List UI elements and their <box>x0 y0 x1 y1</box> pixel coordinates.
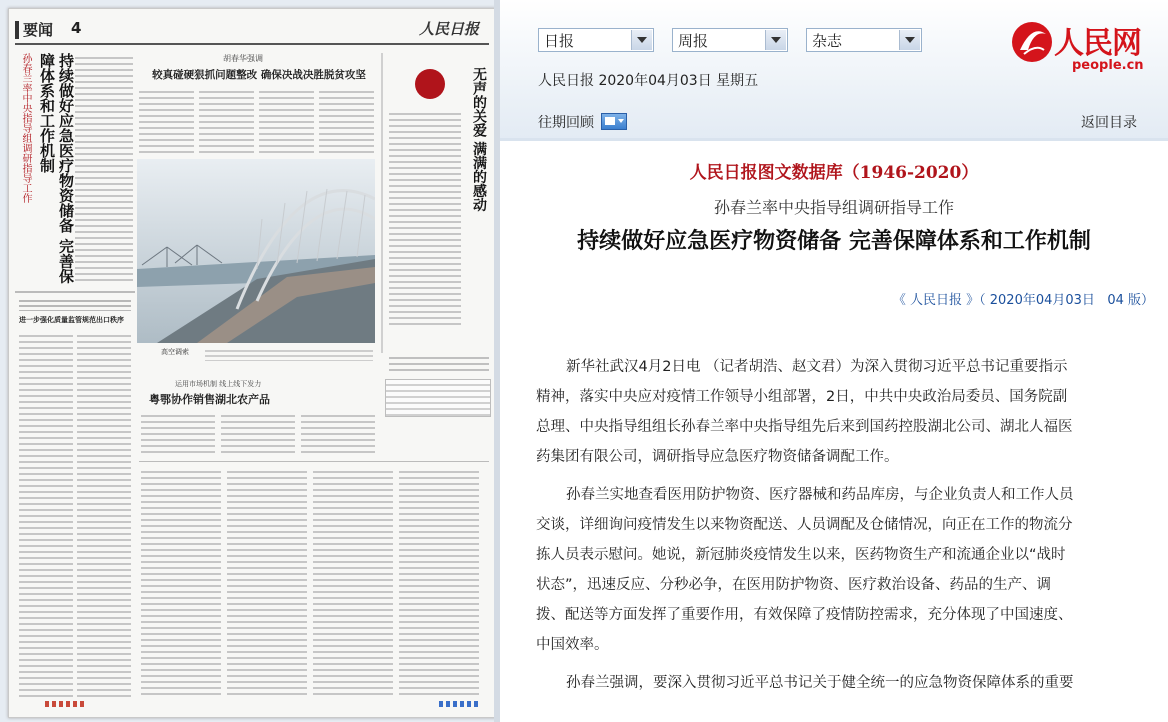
text-line: 精神，落实中央应对疫情工作领导小组部署，2日，中共中央政治局委员、国务院副 <box>536 389 1068 405</box>
text-line: 总理、中央指导组组长孙春兰率中央指导组先后来到国药控股湖北公司、湖北人福医 <box>536 419 1073 435</box>
newspaper-panel <box>0 0 500 722</box>
column-text <box>75 53 133 285</box>
text-line: 拨、配送等方面发挥了重要作用，有效保障了疫情防控需求，充分体现了中国速度、 <box>536 607 1073 623</box>
text-line: 孙春兰实地查看医用防护物资、医疗器械和药品库房，与企业负责人和工作人员 <box>566 487 1074 503</box>
left-sub-headline: 进一步强化质量监管规范出口秩序 <box>19 316 124 324</box>
logo-emblem-icon <box>1010 20 1054 64</box>
article-title: 持续做好应急医疗物资储备 完善保障体系和工作机制 <box>577 229 1091 254</box>
paragraph <box>536 668 1156 698</box>
select-magazine[interactable] <box>806 28 922 52</box>
article-panel <box>500 0 1168 722</box>
column-logo-icon <box>415 69 445 99</box>
page-header <box>15 17 489 45</box>
date-line: 人民日报 2020年04月03日 星期五 <box>538 73 759 89</box>
column-text <box>389 353 489 373</box>
text-line: 交谈，详细询问疫情发生以来物资配送、人员调配及仓储情况，向正在工作的物流分 <box>536 517 1073 533</box>
text-line: 状态”，迅速反应、分秒必争，在医用防护物资、医疗救治设备、药品的生产、调 <box>536 577 1052 593</box>
select-weekly-value: 周报 <box>678 32 709 50</box>
column-text <box>389 109 461 329</box>
page-number: 4 <box>71 19 82 37</box>
masthead-logo: 人民日报 <box>418 20 479 38</box>
back-to-index-link[interactable]: 返回目录 <box>1081 115 1137 131</box>
vertical-subhead: 孙春兰率中央指导组调研指导工作 <box>20 53 31 203</box>
column-text <box>139 87 379 155</box>
footer-dots <box>45 701 85 707</box>
select-daily-value: 日报 <box>544 32 575 50</box>
footer-dots <box>439 701 479 707</box>
text-line: 中国效率。 <box>536 637 609 653</box>
calendar-icon[interactable] <box>601 113 627 130</box>
top-headline: 较真碰硬狠抓问题整改 确保决战决胜脱贫攻坚 <box>152 69 366 81</box>
newspaper-page-image[interactable] <box>8 8 496 718</box>
select-magazine-value: 杂志 <box>812 32 843 50</box>
column-text <box>19 331 131 701</box>
paragraph <box>536 352 1156 472</box>
people-logo[interactable] <box>1010 18 1160 80</box>
top-toolbar <box>500 0 1168 138</box>
select-daily[interactable] <box>538 28 654 52</box>
staff-box <box>385 379 491 417</box>
article-body <box>536 352 1156 698</box>
photo-caption: 高空调索 <box>161 348 189 356</box>
mid-kicker: 运用市场机制 线上线下发力 <box>175 380 262 388</box>
logo-text: 人民网 <box>1054 26 1141 61</box>
paragraph <box>536 480 1156 660</box>
text-line: 新华社武汉4月2日电 （记者胡浩、赵文君）为深入贯彻习近平总书记重要指示 <box>566 359 1068 375</box>
column-text <box>141 467 481 699</box>
logo-url: people.cn <box>1072 58 1144 73</box>
section-label: 要闻 <box>23 21 54 39</box>
column-text <box>19 297 131 311</box>
database-title: 人民日报图文数据库（1946-2020） <box>689 163 979 183</box>
right-column-headline: 无声的关爱 满满的感动 <box>471 67 487 212</box>
text-line: 孙春兰强调，要深入贯彻习近平总书记关于健全统一的应急物资保障体系的重要 <box>566 675 1074 691</box>
column-text <box>141 411 377 457</box>
text-line: 拣人员表示慰问。她说，新冠肺炎疫情发生以来，医药物资生产和流通企业以“战时 <box>536 547 1066 563</box>
chevron-down-icon[interactable] <box>765 30 786 50</box>
mid-headline: 粤鄂协作销售湖北农产品 <box>149 393 270 406</box>
chevron-down-icon[interactable] <box>631 30 652 50</box>
top-kicker: 胡春华强调 <box>223 54 263 63</box>
article-source[interactable]: 《 人民日报 》（ 2020年04月03日 04 版） <box>892 293 1154 308</box>
select-weekly[interactable] <box>672 28 788 52</box>
chevron-down-icon[interactable] <box>899 30 920 50</box>
past-review-label[interactable]: 往期回顾 <box>538 115 594 131</box>
bridge-photo <box>137 159 375 343</box>
vertical-headline: 持续做好应急医疗物资储备 完善保障体系和工作机制 <box>38 53 75 284</box>
past-review[interactable] <box>538 112 627 132</box>
caption-text <box>205 347 373 361</box>
text-line: 药集团有限公司，调研指导应急医疗物资储备调配工作。 <box>536 449 899 465</box>
article-subtitle: 孙春兰率中央指导组调研指导工作 <box>713 198 954 217</box>
